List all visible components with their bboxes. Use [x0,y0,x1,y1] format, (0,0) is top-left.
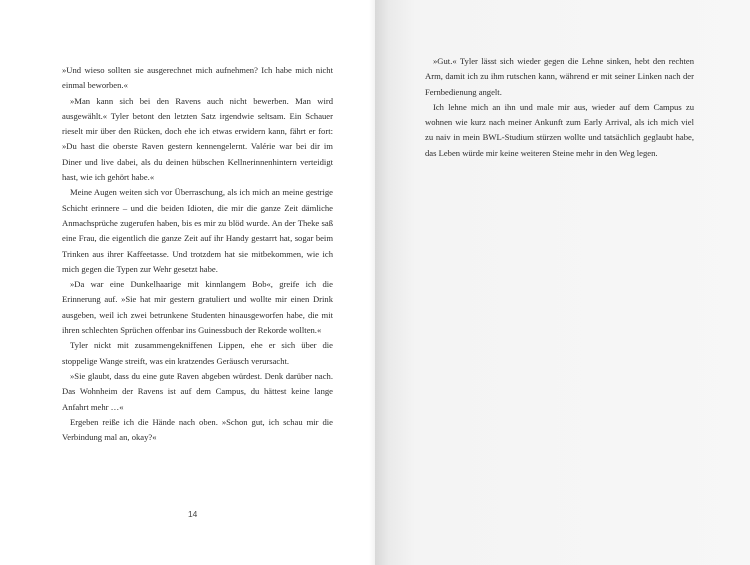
paragraph: Meine Augen weiten sich vor Überraschung, als ich mich an meine gestrige Schicht erinnere – und die beiden Idioten, die mir die ganze Zeit dämliche Anmachsprüche zugerufen haben, bis es mir zu blöd wurde. An der Theke saß eine Frau, die eigentlich die ganze Zeit auf ihr Handy gestarrt hat, sogar beim Trinken aus ihrer Kaffeetasse. Und trotzdem hat sie mitbekommen, wie ich mich gegen die Typen zur Wehr gesetzt habe. [62,187,333,274]
paragraph: »Und wieso sollten sie ausgerechnet mich aufnehmen? Ich habe mich nicht einmal beworben.« [62,65,333,91]
paragraph: Tyler nickt mit zusammengekniffenen Lippen, ehe er sich über die stoppelige Wange streift, was ein kratzendes Geräusch verursacht. [62,340,333,366]
right-page-text [425,54,694,161]
left-page-text [62,63,333,445]
paragraph: Ergeben reiße ich die Hände nach oben. »Schon gut, ich schau mir die Verbindung mal an, okay?« [62,416,333,443]
paragraph: »Gut.« Tyler lässt sich wieder gegen die Lehne sinken, hebt den rechten Arm, damit ich zu ihm rutschen kann, während er mit seiner Linken nach der Fernbedienung angelt. [425,56,694,97]
page-number: 14 [188,509,198,519]
paragraph: »Man kann sich bei den Ravens auch nicht bewerben. Man wird ausgewählt.« Tyler betont den letzten Satz irgendwie seltsam. Ein Schauer rieselt mir über den Rücken, doch ehe ich etwas erwidern kann, fährt er fort: »Du hast die oberste Raven gestern kennengelernt. Valérie war bei dir im Diner und live dabei, als du deinen hübschen Kellnerinnenhintern verteidigt hast, wie ich gehört habe.« [62,95,333,183]
paragraph: Ich lehne mich an ihn und male mir aus, wieder auf dem Campus zu wohnen wie kurz nach meiner Ankunft zum Early Arrival, als ich mich viel zu naiv in mein BWL-Studium stürzen wollte und tatsächlich geglaubt habe, das Leben würde mir keine weiteren Steine mehr in den Weg legen. [425,101,694,158]
paragraph: »Da war eine Dunkelhaarige mit kinnlangem Bob«, greife ich die Erinnerung auf. »Sie hat mir gestern gratuliert und wollte mir einen Drink ausgeben, weil ich zwei betrunkene Studenten hinausgeworfen habe, die mit ihren schlechten Sprüchen offenbar ins Guinessbuch der Rekorde wollten.« [62,279,333,336]
paragraph: »Sie glaubt, dass du eine gute Raven abgeben würdest. Denk darüber nach. Das Wohnheim der Ravens ist auf dem Campus, du hättest keine lange Anfahrt mehr …« [62,370,333,412]
